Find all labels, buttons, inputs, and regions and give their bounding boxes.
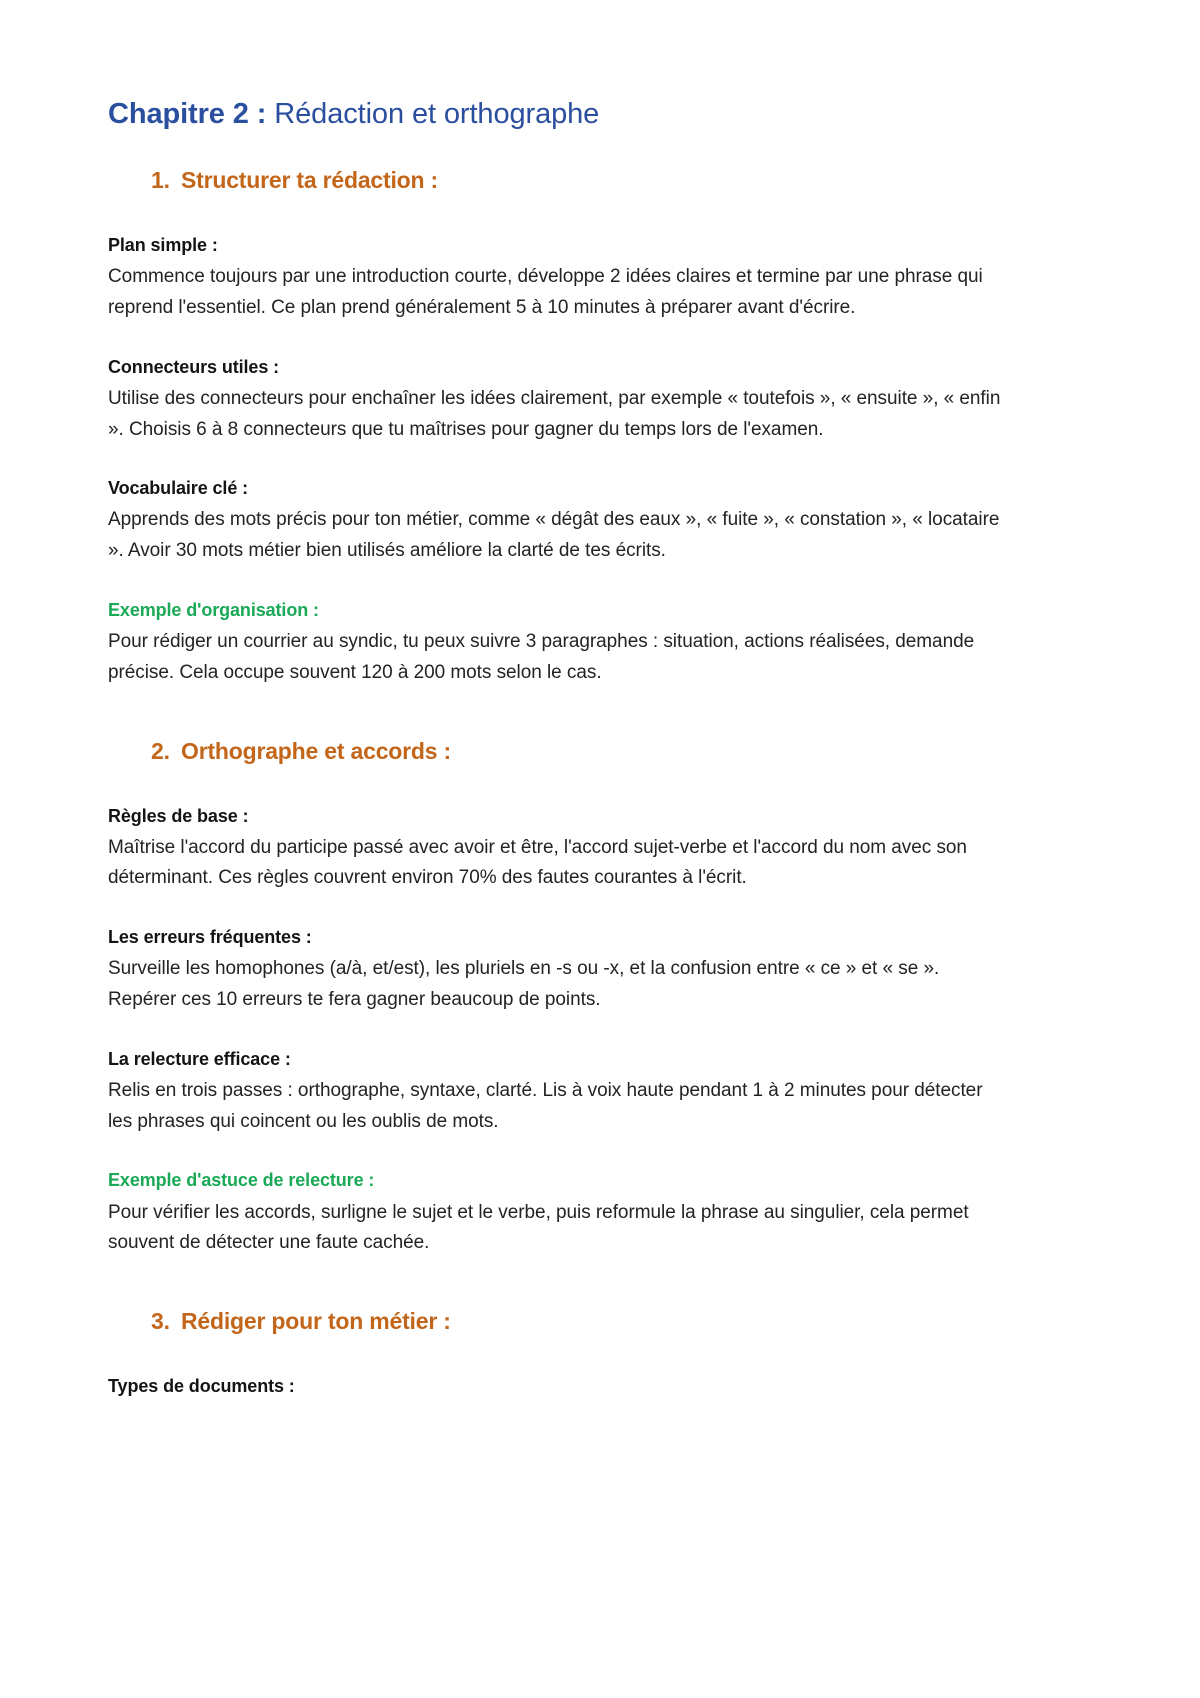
block-body: Pour rédiger un courrier au syndic, tu peux suivre 3 paragraphes : situation, actions réalisées, demande précise. Cela occupe souvent 120 à 200 mots selon le cas. bbox=[108, 631, 975, 683]
block-body: Relis en trois passes : orthographe, syntaxe, clarté. Lis à voix haute pendant 1 à 2 minutes pour détecter les phrases qui coincent ou les oublis de mots. bbox=[108, 1079, 983, 1132]
content-block bbox=[108, 1046, 1008, 1138]
section-heading-3 bbox=[108, 1307, 1008, 1337]
content-block-example bbox=[108, 1167, 1008, 1259]
section-heading-1 bbox=[108, 166, 1008, 196]
section-heading-2 bbox=[108, 737, 1008, 767]
block-title: Plan simple : bbox=[108, 235, 218, 256]
block-title: La relecture efficace : bbox=[108, 1048, 291, 1069]
section-number-3: 3. bbox=[151, 1308, 170, 1335]
section-title-1: Structurer ta rédaction : bbox=[181, 167, 438, 194]
section-title-2: Orthographe et accords : bbox=[181, 737, 451, 764]
block-body: Pour vérifier les accords, surligne le sujet et le verbe, puis reformule la phrase au singulier, cela permet souvent de détecter une faute cachée. bbox=[108, 1201, 969, 1254]
block-title: Connecteurs utiles : bbox=[108, 356, 280, 377]
block-body: Utilise des connecteurs pour enchaîner les idées clairement, par exemple « toutefois », « ensuite », « enfin ». Choisis 6 à 8 connecteurs que tu maîtrises pour gagner du temps lors de l'examen. bbox=[108, 387, 1001, 440]
block-title-example: Exemple d'astuce de relecture : bbox=[108, 1170, 375, 1191]
chapter-label: Chapitre 2 : bbox=[108, 98, 267, 130]
document-content bbox=[108, 96, 1008, 1399]
content-block bbox=[108, 924, 1008, 1016]
block-title: Règles de base : bbox=[108, 805, 249, 826]
content-block bbox=[108, 354, 1008, 446]
section-number-2: 2. bbox=[151, 737, 170, 764]
block-body: Commence toujours par une introduction courte, développe 2 idées claires et termine par une phrase qui reprend l'essentiel. Ce plan prend généralement 5 à 10 minutes à préparer avant d'écrire. bbox=[108, 266, 983, 318]
chapter-name: Rédaction et orthographe bbox=[266, 98, 600, 130]
block-title: Types de documents : bbox=[108, 1375, 295, 1396]
page-title bbox=[108, 96, 1008, 132]
block-body: Maîtrise l'accord du participe passé avec avoir et être, l'accord sujet-verbe et l'accord du nom avec son déterminant. Ces règles couvrent environ 70% des fautes courantes à l'écrit. bbox=[108, 836, 967, 889]
block-title: Vocabulaire clé : bbox=[108, 478, 249, 499]
content-block-example bbox=[108, 597, 1008, 689]
content-block bbox=[108, 1373, 1008, 1399]
block-title-example: Exemple d'organisation : bbox=[108, 600, 319, 621]
content-block bbox=[108, 803, 1008, 895]
section-number-1: 1. bbox=[151, 167, 170, 194]
section-title-3: Rédiger pour ton métier : bbox=[181, 1308, 451, 1335]
content-block bbox=[108, 475, 1008, 567]
block-title: Les erreurs fréquentes : bbox=[108, 927, 312, 948]
content-block bbox=[108, 232, 1008, 324]
block-body: Surveille les homophones (a/à, et/est), les pluriels en -s ou -x, et la confusion entre « ce » et « se ». Repérer ces 10 erreurs te fera gagner beaucoup de points. bbox=[108, 958, 940, 1011]
block-body: Apprends des mots précis pour ton métier, comme « dégât des eaux », « fuite », « constation », « locataire ». Avoir 30 mots métier bien utilisés améliore la clarté de tes écrits. bbox=[108, 509, 1000, 562]
